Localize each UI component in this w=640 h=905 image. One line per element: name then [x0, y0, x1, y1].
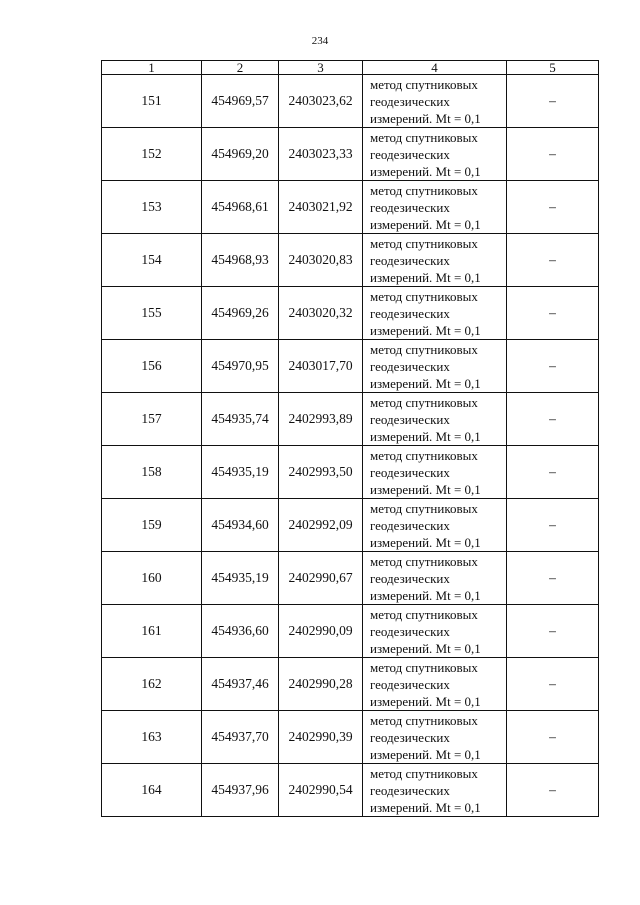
table-row	[102, 340, 599, 393]
table-row	[102, 393, 599, 446]
y-coordinate-cell: 2402990,28	[279, 658, 363, 711]
y-coordinate-cell: 2402990,67	[279, 552, 363, 605]
method-text-line: измерений. Mt = 0,1	[370, 534, 481, 550]
method-text-line: измерений. Mt = 0,1	[370, 163, 481, 179]
note-dash: –	[549, 570, 556, 585]
note-dash: –	[549, 517, 556, 532]
method-text-line: геодезических	[370, 358, 450, 374]
method-cell	[363, 75, 507, 128]
note-dash: –	[549, 623, 556, 638]
x-coordinate-cell: 454970,95	[202, 340, 279, 393]
note-cell	[507, 605, 599, 658]
method-text-line: геодезических	[370, 252, 450, 268]
method-text-line: метод спутниковых	[370, 659, 478, 675]
method-text-line: метод спутниковых	[370, 447, 478, 463]
method-cell	[363, 499, 507, 552]
method-text-line: геодезических	[370, 93, 450, 109]
note-cell	[507, 287, 599, 340]
point-number-cell: 158	[102, 446, 202, 499]
point-number-cell: 152	[102, 128, 202, 181]
x-coordinate-cell: 454935,19	[202, 446, 279, 499]
method-text-line: метод спутниковых	[370, 288, 478, 304]
table-row	[102, 605, 599, 658]
table-header-row	[102, 61, 599, 75]
method-text-line: метод спутниковых	[370, 553, 478, 569]
method-text-line: геодезических	[370, 623, 450, 639]
note-dash: –	[549, 93, 556, 108]
x-coordinate-cell: 454937,46	[202, 658, 279, 711]
method-text-line: метод спутниковых	[370, 182, 478, 198]
x-coordinate-cell: 454937,70	[202, 711, 279, 764]
method-cell	[363, 287, 507, 340]
point-number-cell: 163	[102, 711, 202, 764]
method-text-line: измерений. Mt = 0,1	[370, 269, 481, 285]
note-dash: –	[549, 358, 556, 373]
method-text-line: измерений. Mt = 0,1	[370, 799, 481, 815]
table-row	[102, 234, 599, 287]
x-coordinate-cell: 454934,60	[202, 499, 279, 552]
method-text-line: измерений. Mt = 0,1	[370, 587, 481, 603]
method-text-line: измерений. Mt = 0,1	[370, 216, 481, 232]
note-dash: –	[549, 146, 556, 161]
method-text-line: метод спутниковых	[370, 765, 478, 781]
method-text-line: измерений. Mt = 0,1	[370, 693, 481, 709]
method-text-line: геодезических	[370, 199, 450, 215]
method-text-line: геодезических	[370, 729, 450, 745]
point-number-cell: 156	[102, 340, 202, 393]
method-cell	[363, 658, 507, 711]
method-text-line: измерений. Mt = 0,1	[370, 481, 481, 497]
point-number-cell: 155	[102, 287, 202, 340]
y-coordinate-cell: 2402992,09	[279, 499, 363, 552]
x-coordinate-cell: 454937,96	[202, 764, 279, 817]
method-text-line: геодезических	[370, 782, 450, 798]
note-dash: –	[549, 782, 556, 797]
note-cell	[507, 393, 599, 446]
x-coordinate-cell: 454969,26	[202, 287, 279, 340]
table-row	[102, 287, 599, 340]
column-header-4: 4	[363, 61, 507, 75]
method-cell	[363, 552, 507, 605]
table-row	[102, 75, 599, 128]
y-coordinate-cell: 2402990,54	[279, 764, 363, 817]
x-coordinate-cell: 454935,74	[202, 393, 279, 446]
note-dash: –	[549, 252, 556, 267]
note-cell	[507, 499, 599, 552]
note-cell	[507, 234, 599, 287]
method-text-line: метод спутниковых	[370, 500, 478, 516]
y-coordinate-cell: 2403017,70	[279, 340, 363, 393]
note-cell	[507, 128, 599, 181]
point-number-cell: 159	[102, 499, 202, 552]
method-text-line: измерений. Mt = 0,1	[370, 322, 481, 338]
method-cell	[363, 393, 507, 446]
method-cell	[363, 711, 507, 764]
method-cell	[363, 446, 507, 499]
y-coordinate-cell: 2402990,09	[279, 605, 363, 658]
table-body	[102, 75, 599, 817]
note-dash: –	[549, 199, 556, 214]
table-row	[102, 128, 599, 181]
column-header-1: 1	[102, 61, 202, 75]
point-number-cell: 164	[102, 764, 202, 817]
y-coordinate-cell: 2403020,32	[279, 287, 363, 340]
method-text-line: измерений. Mt = 0,1	[370, 375, 481, 391]
y-coordinate-cell: 2403021,92	[279, 181, 363, 234]
method-text-line: метод спутниковых	[370, 129, 478, 145]
table-row	[102, 711, 599, 764]
point-number-cell: 161	[102, 605, 202, 658]
x-coordinate-cell: 454969,20	[202, 128, 279, 181]
note-dash: –	[549, 676, 556, 691]
method-text-line: метод спутниковых	[370, 76, 478, 92]
method-text-line: геодезических	[370, 146, 450, 162]
method-text-line: измерений. Mt = 0,1	[370, 640, 481, 656]
page-number: 234	[311, 35, 329, 47]
column-header-5: 5	[507, 61, 599, 75]
table-row	[102, 658, 599, 711]
note-dash: –	[549, 411, 556, 426]
method-text-line: метод спутниковых	[370, 712, 478, 728]
x-coordinate-cell: 454969,57	[202, 75, 279, 128]
point-number-cell: 162	[102, 658, 202, 711]
note-cell	[507, 658, 599, 711]
method-cell	[363, 340, 507, 393]
point-number-cell: 153	[102, 181, 202, 234]
note-cell	[507, 75, 599, 128]
note-cell	[507, 181, 599, 234]
y-coordinate-cell: 2403020,83	[279, 234, 363, 287]
table-row	[102, 764, 599, 817]
table-row	[102, 181, 599, 234]
coordinates-table	[101, 60, 599, 817]
note-cell	[507, 446, 599, 499]
x-coordinate-cell: 454935,19	[202, 552, 279, 605]
note-dash: –	[549, 729, 556, 744]
method-text-line: измерений. Mt = 0,1	[370, 746, 481, 762]
table-row	[102, 499, 599, 552]
note-dash: –	[549, 305, 556, 320]
method-text-line: геодезических	[370, 570, 450, 586]
y-coordinate-cell: 2402990,39	[279, 711, 363, 764]
method-text-line: измерений. Mt = 0,1	[370, 428, 481, 444]
column-header-3: 3	[279, 61, 363, 75]
note-dash: –	[549, 464, 556, 479]
method-text-line: геодезических	[370, 517, 450, 533]
method-text-line: метод спутниковых	[370, 341, 478, 357]
method-cell	[363, 605, 507, 658]
table-row	[102, 446, 599, 499]
y-coordinate-cell: 2403023,62	[279, 75, 363, 128]
y-coordinate-cell: 2403023,33	[279, 128, 363, 181]
x-coordinate-cell: 454968,93	[202, 234, 279, 287]
method-text-line: метод спутниковых	[370, 606, 478, 622]
method-text-line: метод спутниковых	[370, 235, 478, 251]
note-cell	[507, 711, 599, 764]
method-cell	[363, 764, 507, 817]
x-coordinate-cell: 454968,61	[202, 181, 279, 234]
method-text-line: геодезических	[370, 464, 450, 480]
method-cell	[363, 181, 507, 234]
method-cell	[363, 234, 507, 287]
point-number-cell: 157	[102, 393, 202, 446]
y-coordinate-cell: 2402993,50	[279, 446, 363, 499]
method-text-line: геодезических	[370, 676, 450, 692]
method-text-line: измерений. Mt = 0,1	[370, 110, 481, 126]
y-coordinate-cell: 2402993,89	[279, 393, 363, 446]
note-cell	[507, 764, 599, 817]
column-header-2: 2	[202, 61, 279, 75]
method-text-line: метод спутниковых	[370, 394, 478, 410]
point-number-cell: 151	[102, 75, 202, 128]
method-text-line: геодезических	[370, 305, 450, 321]
table-row	[102, 552, 599, 605]
x-coordinate-cell: 454936,60	[202, 605, 279, 658]
method-cell	[363, 128, 507, 181]
note-cell	[507, 552, 599, 605]
point-number-cell: 160	[102, 552, 202, 605]
note-cell	[507, 340, 599, 393]
method-text-line: геодезических	[370, 411, 450, 427]
point-number-cell: 154	[102, 234, 202, 287]
